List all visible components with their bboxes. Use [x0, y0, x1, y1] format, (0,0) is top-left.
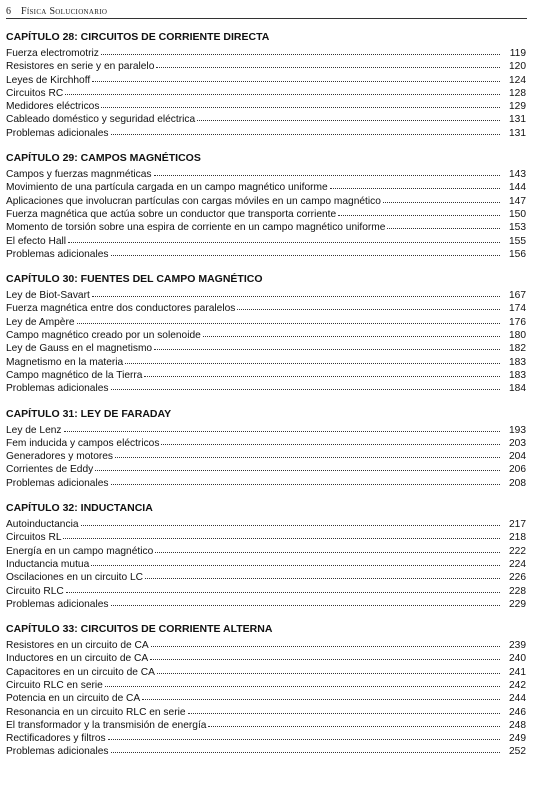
entry-label: Cableado doméstico y seguridad eléctrica	[6, 114, 196, 126]
toc-entry	[6, 87, 526, 100]
toc-entry	[6, 477, 526, 490]
entry-page-number: 184	[509, 383, 526, 395]
entry-label: Circuito RLC	[6, 585, 64, 597]
dot-leader	[111, 247, 501, 256]
toc-entry	[6, 208, 526, 221]
dot-leader	[157, 665, 500, 674]
toc-entry	[6, 518, 526, 531]
toc-entry	[6, 558, 526, 571]
toc-entry	[6, 639, 526, 652]
toc-entry	[6, 342, 526, 355]
entry-page-number: 242	[509, 679, 526, 691]
dot-leader	[125, 355, 500, 364]
dot-leader	[144, 368, 500, 377]
dot-leader	[150, 651, 500, 660]
entry-page-number: 218	[509, 532, 526, 544]
toc-entry	[6, 181, 526, 194]
entry-page-number: 193	[509, 424, 526, 436]
entry-page-number: 119	[509, 48, 526, 59]
entry-page-number: 244	[509, 693, 526, 705]
entry-page-number: 129	[509, 101, 526, 113]
toc-entry	[6, 652, 526, 665]
entry-label: Inductores en un circuito de CA	[6, 653, 149, 665]
toc-entry	[6, 168, 526, 181]
entry-page-number: 143	[509, 169, 526, 181]
toc-entry	[6, 598, 526, 611]
toc-entry	[6, 235, 526, 248]
entry-label: Problemas adicionales	[6, 598, 109, 610]
entry-page-number: 156	[509, 248, 526, 260]
toc-entry	[6, 545, 526, 558]
toc-entry	[6, 571, 526, 584]
entry-label: Medidores eléctricos	[6, 101, 100, 113]
dot-leader	[156, 59, 500, 68]
toc-entry	[6, 302, 526, 315]
entry-label: Circuitos RC	[6, 87, 64, 99]
entry-page-number: 176	[509, 316, 526, 328]
entry-page-number: 182	[509, 343, 526, 355]
entry-page-number: 144	[509, 182, 526, 194]
toc-entry	[6, 692, 526, 705]
dot-leader	[95, 462, 500, 471]
dot-leader	[154, 167, 500, 176]
toc-entry	[6, 745, 526, 758]
chapter-section	[6, 151, 526, 261]
dot-leader	[92, 73, 500, 82]
entry-page-number: 180	[509, 330, 526, 342]
entry-page-number: 147	[509, 195, 526, 207]
dot-leader	[105, 678, 500, 687]
entry-page-number: 155	[509, 235, 526, 247]
entry-page-number: 224	[509, 558, 526, 570]
chapter-section	[6, 407, 526, 490]
dot-leader	[151, 638, 500, 647]
entry-label: Circuitos RL	[6, 532, 62, 544]
dot-leader	[330, 180, 500, 189]
dot-leader	[63, 530, 500, 539]
toc-entry	[6, 47, 526, 60]
dot-leader	[383, 194, 500, 203]
toc-entry	[6, 248, 526, 261]
entry-label: Potencia en un circuito de CA	[6, 693, 141, 705]
dot-leader	[111, 126, 501, 135]
running-head	[6, 4, 527, 19]
entry-page-number: 239	[509, 640, 526, 652]
entry-page-number: 153	[509, 222, 526, 234]
entry-label: El transformador y la transmisión de energía	[6, 719, 207, 731]
entry-label: Ley de Gauss en el magnetismo	[6, 343, 153, 355]
entry-page-number: 183	[509, 369, 526, 381]
dot-leader	[108, 731, 500, 740]
entry-page-number: 183	[509, 356, 526, 368]
entry-page-number: 248	[509, 719, 526, 731]
entry-label: Resonancia en un circuito RLC en serie	[6, 706, 186, 718]
toc-entry	[6, 369, 526, 382]
toc-entry	[6, 531, 526, 544]
entry-label: Ley de Lenz	[6, 424, 62, 436]
dot-leader	[197, 112, 500, 121]
dot-leader	[155, 544, 500, 553]
toc-entry	[6, 585, 526, 598]
dot-leader	[387, 220, 500, 229]
entry-page-number: 246	[509, 706, 526, 718]
entry-label: Campo magnético de la Tierra	[6, 369, 143, 381]
dot-leader	[208, 718, 500, 727]
entry-page-number: 208	[509, 477, 526, 489]
toc-entry	[6, 316, 526, 329]
dot-leader	[154, 341, 500, 350]
dot-leader	[65, 86, 500, 95]
dot-leader	[111, 744, 501, 753]
toc-entry	[6, 679, 526, 692]
entry-label: El efecto Hall	[6, 235, 67, 247]
chapter-title: CAPÍTULO 32: INDUCTANCIA	[6, 502, 153, 515]
entry-label: Fem inducida y campos eléctricos	[6, 437, 160, 449]
entry-label: Ley de Biot-Savart	[6, 290, 90, 302]
dot-leader	[66, 584, 500, 593]
entry-page-number: 241	[509, 666, 526, 678]
entry-page-number: 120	[509, 61, 526, 73]
toc-entry	[6, 424, 526, 437]
entry-label: Momento de torsión sobre una espira de corriente en un campo magnético uniforme	[6, 222, 386, 234]
entry-label: Resistores en serie y en paralelo	[6, 61, 155, 73]
dot-leader	[115, 449, 500, 458]
book-title: Física Solucionario	[21, 5, 108, 17]
entry-label: Autoinductancia	[6, 519, 79, 531]
dot-leader	[142, 691, 500, 700]
entry-page-number: 204	[509, 451, 526, 463]
dot-leader	[92, 288, 500, 297]
entry-page-number: 131	[509, 114, 526, 126]
dot-leader	[81, 517, 501, 526]
entry-label: Inductancia mutua	[6, 558, 90, 570]
toc-entry	[6, 100, 526, 113]
toc-entry	[6, 74, 526, 87]
entry-page-number: 203	[509, 437, 526, 449]
toc-entry	[6, 450, 526, 463]
entry-label: Campos y fuerzas magnméticas	[6, 169, 152, 181]
dot-leader	[145, 570, 500, 579]
toc-entry	[6, 463, 526, 476]
dot-leader	[101, 99, 500, 108]
entry-label: Leyes de Kirchhoff	[6, 74, 91, 86]
entry-label: Energía en un campo magnético	[6, 545, 154, 557]
toc-entry	[6, 382, 526, 395]
toc-entry	[6, 127, 526, 140]
entry-page-number: 124	[509, 74, 526, 86]
entry-label: Problemas adicionales	[6, 383, 109, 395]
chapter-title: CAPÍTULO 29: CAMPOS MAGNÉTICOS	[6, 152, 201, 165]
entry-label: Aplicaciones que involucran partículas con cargas móviles en un campo magnético	[6, 195, 381, 207]
dot-leader	[77, 315, 500, 324]
chapter-title: CAPÍTULO 33: CIRCUITOS DE CORRIENTE ALTERNA	[6, 623, 273, 636]
toc-entry	[6, 221, 526, 234]
toc-entry	[6, 719, 526, 732]
entry-label: Rectificadores y filtros	[6, 733, 106, 745]
toc-entry	[6, 289, 526, 302]
chapter-section	[6, 501, 526, 611]
dot-leader	[111, 476, 501, 485]
entry-page-number: 228	[509, 585, 526, 597]
chapter-title: CAPÍTULO 31: LEY DE FARADAY	[6, 407, 172, 420]
toc-entry	[6, 60, 526, 73]
chapter-title: CAPÍTULO 28: CIRCUITOS DE CORRIENTE DIRECTA	[6, 31, 270, 43]
table-of-contents	[6, 30, 526, 770]
entry-page-number: 206	[509, 464, 526, 476]
entry-label: Problemas adicionales	[6, 477, 109, 489]
toc-entry	[6, 437, 526, 450]
entry-label: Generadores y motores	[6, 451, 114, 463]
dot-leader	[188, 705, 500, 714]
entry-label: Corrientes de Eddy	[6, 464, 94, 476]
entry-label: Magnetismo en la materia	[6, 356, 124, 368]
entry-label: Problemas adicionales	[6, 248, 109, 260]
toc-entry	[6, 356, 526, 369]
dot-leader	[111, 381, 501, 390]
dot-leader	[91, 557, 500, 566]
entry-label: Resistores en un circuito de CA	[6, 640, 149, 652]
entry-page-number: 174	[509, 303, 526, 315]
dot-leader	[237, 301, 500, 310]
dot-leader	[68, 234, 500, 243]
entry-page-number: 226	[509, 572, 526, 584]
toc-entry	[6, 666, 526, 679]
page-number: 6	[6, 5, 11, 17]
entry-label: Oscilaciones en un circuito LC	[6, 572, 144, 584]
dot-leader	[338, 207, 500, 216]
entry-page-number: 217	[509, 519, 526, 531]
toc-entry	[6, 732, 526, 745]
entry-page-number: 150	[509, 208, 526, 220]
entry-page-number: 222	[509, 545, 526, 557]
entry-page-number: 229	[509, 598, 526, 610]
entry-label: Campo magnético creado por un solenoide	[6, 330, 201, 342]
chapter-title: CAPÍTULO 30: FUENTES DEL CAMPO MAGNÉTICO	[6, 273, 263, 286]
entry-label: Movimiento de una partícula cargada en un campo magnético uniforme	[6, 182, 328, 194]
chapter-section	[6, 30, 526, 140]
dot-leader	[203, 328, 500, 337]
entry-page-number: 128	[509, 87, 526, 99]
entry-label: Capacitores en un circuito de CA	[6, 666, 155, 678]
chapter-section	[6, 622, 526, 759]
entry-label: Fuerza electromotriz	[6, 48, 99, 59]
dot-leader	[101, 46, 500, 55]
entry-label: Circuito RLC en serie	[6, 679, 103, 691]
toc-entry	[6, 706, 526, 719]
entry-label: Ley de Ampère	[6, 316, 75, 328]
toc-entry	[6, 113, 526, 126]
entry-page-number: 252	[509, 746, 526, 758]
dot-leader	[111, 597, 501, 606]
entry-page-number: 167	[509, 290, 526, 302]
toc-entry	[6, 329, 526, 342]
entry-label: Problemas adicionales	[6, 746, 109, 758]
toc-entry	[6, 195, 526, 208]
entry-label: Fuerza magnética que actúa sobre un conductor que transporta corriente	[6, 208, 337, 220]
entry-label: Fuerza magnética entre dos conductores paralelos	[6, 303, 236, 315]
entry-label: Problemas adicionales	[6, 127, 109, 139]
dot-leader	[161, 436, 500, 445]
entry-page-number: 131	[509, 127, 526, 139]
entry-page-number: 240	[509, 653, 526, 665]
dot-leader	[64, 423, 500, 432]
chapter-section	[6, 272, 526, 395]
entry-page-number: 249	[509, 733, 526, 745]
